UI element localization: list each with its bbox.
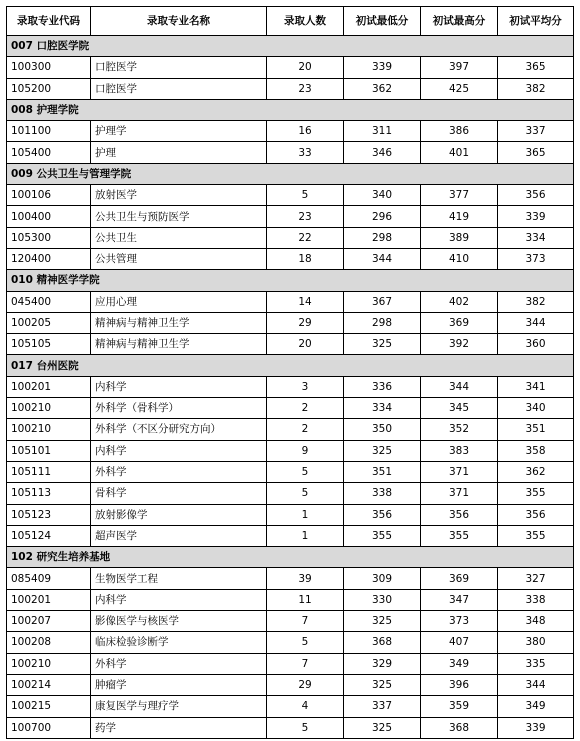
cell-count: 5: [267, 483, 344, 504]
cell-min-score: 362: [344, 78, 421, 99]
cell-min-score: 340: [344, 185, 421, 206]
cell-max-score: 349: [421, 653, 498, 674]
table-row: [7, 398, 574, 419]
cell-avg-score: 382: [498, 291, 574, 312]
table-row: [7, 291, 574, 312]
section-title: 008 护理学院: [7, 99, 574, 120]
table-row: [7, 589, 574, 610]
cell-avg-score: 327: [498, 568, 574, 589]
cell-count: 5: [267, 185, 344, 206]
cell-avg-score: 356: [498, 504, 574, 525]
cell-count: 39: [267, 568, 344, 589]
table-row: [7, 440, 574, 461]
cell-name: 外科学: [91, 653, 267, 674]
section-header-row: [7, 547, 574, 568]
cell-max-score: 386: [421, 121, 498, 142]
cell-avg-score: 344: [498, 312, 574, 333]
cell-max-score: 368: [421, 717, 498, 738]
cell-count: 1: [267, 525, 344, 546]
cell-name: 应用心理: [91, 291, 267, 312]
cell-max-score: 392: [421, 334, 498, 355]
cell-name: 超声医学: [91, 525, 267, 546]
cell-count: 33: [267, 142, 344, 163]
cell-code: 101100: [7, 121, 91, 142]
cell-avg-score: 382: [498, 78, 574, 99]
cell-avg-score: 365: [498, 142, 574, 163]
cell-code: 100207: [7, 611, 91, 632]
cell-min-score: 344: [344, 248, 421, 269]
cell-avg-score: 351: [498, 419, 574, 440]
cell-max-score: 369: [421, 312, 498, 333]
cell-code: 100215: [7, 696, 91, 717]
cell-code: 100201: [7, 589, 91, 610]
cell-min-score: 325: [344, 674, 421, 695]
table-row: [7, 611, 574, 632]
cell-min-score: 338: [344, 483, 421, 504]
cell-avg-score: 335: [498, 653, 574, 674]
header-row: [7, 7, 574, 36]
cell-name: 公共卫生与预防医学: [91, 206, 267, 227]
cell-min-score: 350: [344, 419, 421, 440]
cell-max-score: 345: [421, 398, 498, 419]
cell-code: 105105: [7, 334, 91, 355]
cell-name: 护理学: [91, 121, 267, 142]
table-row: [7, 57, 574, 78]
cell-avg-score: 339: [498, 717, 574, 738]
header-code: 录取专业代码: [7, 7, 91, 36]
cell-name: 肿瘤学: [91, 674, 267, 695]
cell-avg-score: 344: [498, 674, 574, 695]
cell-avg-score: 355: [498, 483, 574, 504]
header-name: 录取专业名称: [91, 7, 267, 36]
table-row: [7, 227, 574, 248]
cell-min-score: 298: [344, 312, 421, 333]
cell-count: 5: [267, 632, 344, 653]
cell-count: 3: [267, 376, 344, 397]
cell-name: 护理: [91, 142, 267, 163]
section-header-row: [7, 355, 574, 376]
cell-max-score: 355: [421, 525, 498, 546]
header-max-score: 初试最高分: [421, 7, 498, 36]
cell-avg-score: 348: [498, 611, 574, 632]
cell-count: 20: [267, 57, 344, 78]
cell-name: 口腔医学: [91, 57, 267, 78]
cell-avg-score: 373: [498, 248, 574, 269]
section-title: 010 精神医学学院: [7, 270, 574, 291]
cell-code: 085409: [7, 568, 91, 589]
cell-count: 7: [267, 611, 344, 632]
cell-count: 23: [267, 206, 344, 227]
section-header-row: [7, 99, 574, 120]
table-row: [7, 717, 574, 738]
cell-max-score: 371: [421, 461, 498, 482]
cell-name: 骨科学: [91, 483, 267, 504]
cell-min-score: 309: [344, 568, 421, 589]
section-title: 102 研究生培养基地: [7, 547, 574, 568]
cell-max-score: 401: [421, 142, 498, 163]
cell-max-score: 402: [421, 291, 498, 312]
cell-max-score: 356: [421, 504, 498, 525]
cell-min-score: 336: [344, 376, 421, 397]
table-row: [7, 483, 574, 504]
cell-max-score: 373: [421, 611, 498, 632]
cell-min-score: 330: [344, 589, 421, 610]
table-row: [7, 248, 574, 269]
cell-avg-score: 337: [498, 121, 574, 142]
cell-min-score: 325: [344, 717, 421, 738]
cell-code: 100208: [7, 632, 91, 653]
cell-count: 11: [267, 589, 344, 610]
cell-count: 14: [267, 291, 344, 312]
cell-min-score: 367: [344, 291, 421, 312]
cell-avg-score: 356: [498, 185, 574, 206]
cell-code: 045400: [7, 291, 91, 312]
cell-avg-score: 341: [498, 376, 574, 397]
table-row: [7, 185, 574, 206]
admission-table: [6, 6, 574, 739]
cell-min-score: 355: [344, 525, 421, 546]
cell-code: 100210: [7, 653, 91, 674]
section-title: 007 口腔医学院: [7, 36, 574, 57]
cell-avg-score: 380: [498, 632, 574, 653]
cell-name: 口腔医学: [91, 78, 267, 99]
cell-max-score: 377: [421, 185, 498, 206]
table-row: [7, 653, 574, 674]
cell-name: 放射医学: [91, 185, 267, 206]
cell-code: 105300: [7, 227, 91, 248]
cell-name: 外科学: [91, 461, 267, 482]
table-row: [7, 78, 574, 99]
cell-name: 药学: [91, 717, 267, 738]
cell-avg-score: 360: [498, 334, 574, 355]
table-row: [7, 376, 574, 397]
cell-max-score: 347: [421, 589, 498, 610]
cell-code: 105123: [7, 504, 91, 525]
cell-max-score: 344: [421, 376, 498, 397]
cell-count: 4: [267, 696, 344, 717]
cell-count: 7: [267, 653, 344, 674]
cell-min-score: 325: [344, 440, 421, 461]
cell-name: 公共管理: [91, 248, 267, 269]
cell-count: 9: [267, 440, 344, 461]
cell-name: 生物医学工程: [91, 568, 267, 589]
header-avg-score: 初试平均分: [498, 7, 574, 36]
cell-avg-score: 339: [498, 206, 574, 227]
cell-min-score: 298: [344, 227, 421, 248]
cell-name: 内科学: [91, 589, 267, 610]
cell-min-score: 339: [344, 57, 421, 78]
cell-avg-score: 358: [498, 440, 574, 461]
table-row: [7, 674, 574, 695]
cell-code: 120400: [7, 248, 91, 269]
cell-avg-score: 334: [498, 227, 574, 248]
cell-min-score: 346: [344, 142, 421, 163]
table-row: [7, 312, 574, 333]
cell-max-score: 425: [421, 78, 498, 99]
table-row: [7, 334, 574, 355]
cell-avg-score: 349: [498, 696, 574, 717]
cell-code: 100201: [7, 376, 91, 397]
table-row: [7, 525, 574, 546]
table-row: [7, 632, 574, 653]
cell-code: 100700: [7, 717, 91, 738]
cell-count: 1: [267, 504, 344, 525]
cell-min-score: 296: [344, 206, 421, 227]
table-row: [7, 206, 574, 227]
cell-count: 5: [267, 461, 344, 482]
table-row: [7, 568, 574, 589]
cell-name: 精神病与精神卫生学: [91, 334, 267, 355]
cell-name: 内科学: [91, 440, 267, 461]
cell-max-score: 389: [421, 227, 498, 248]
cell-min-score: 329: [344, 653, 421, 674]
cell-max-score: 396: [421, 674, 498, 695]
cell-code: 100300: [7, 57, 91, 78]
table-row: [7, 121, 574, 142]
cell-min-score: 351: [344, 461, 421, 482]
section-title: 017 台州医院: [7, 355, 574, 376]
cell-count: 2: [267, 419, 344, 440]
cell-code: 105113: [7, 483, 91, 504]
table-row: [7, 461, 574, 482]
cell-max-score: 419: [421, 206, 498, 227]
cell-count: 16: [267, 121, 344, 142]
section-header-row: [7, 270, 574, 291]
section-header-row: [7, 36, 574, 57]
cell-name: 精神病与精神卫生学: [91, 312, 267, 333]
cell-code: 100210: [7, 398, 91, 419]
section-header-row: [7, 163, 574, 184]
cell-avg-score: 340: [498, 398, 574, 419]
admission-table-container: [6, 6, 574, 739]
cell-max-score: 383: [421, 440, 498, 461]
cell-count: 29: [267, 674, 344, 695]
header-count: 录取人数: [267, 7, 344, 36]
cell-min-score: 334: [344, 398, 421, 419]
cell-count: 22: [267, 227, 344, 248]
cell-code: 100400: [7, 206, 91, 227]
cell-min-score: 325: [344, 334, 421, 355]
cell-max-score: 410: [421, 248, 498, 269]
cell-max-score: 371: [421, 483, 498, 504]
cell-min-score: 337: [344, 696, 421, 717]
cell-min-score: 368: [344, 632, 421, 653]
cell-code: 105111: [7, 461, 91, 482]
cell-count: 18: [267, 248, 344, 269]
cell-code: 105200: [7, 78, 91, 99]
header-min-score: 初试最低分: [344, 7, 421, 36]
cell-code: 105124: [7, 525, 91, 546]
cell-code: 100214: [7, 674, 91, 695]
cell-name: 影像医学与核医学: [91, 611, 267, 632]
table-row: [7, 419, 574, 440]
cell-count: 5: [267, 717, 344, 738]
cell-code: 100106: [7, 185, 91, 206]
cell-avg-score: 365: [498, 57, 574, 78]
table-row: [7, 696, 574, 717]
cell-min-score: 311: [344, 121, 421, 142]
cell-max-score: 369: [421, 568, 498, 589]
cell-max-score: 397: [421, 57, 498, 78]
cell-max-score: 359: [421, 696, 498, 717]
cell-name: 公共卫生: [91, 227, 267, 248]
cell-avg-score: 362: [498, 461, 574, 482]
cell-avg-score: 355: [498, 525, 574, 546]
cell-name: 放射影像学: [91, 504, 267, 525]
cell-count: 20: [267, 334, 344, 355]
cell-name: 外科学（骨科学）: [91, 398, 267, 419]
cell-count: 2: [267, 398, 344, 419]
cell-count: 29: [267, 312, 344, 333]
table-row: [7, 142, 574, 163]
cell-name: 康复医学与理疗学: [91, 696, 267, 717]
cell-min-score: 356: [344, 504, 421, 525]
cell-name: 内科学: [91, 376, 267, 397]
cell-name: 外科学（不区分研究方向）: [91, 419, 267, 440]
cell-min-score: 325: [344, 611, 421, 632]
cell-code: 100205: [7, 312, 91, 333]
cell-name: 临床检验诊断学: [91, 632, 267, 653]
section-title: 009 公共卫生与管理学院: [7, 163, 574, 184]
cell-max-score: 407: [421, 632, 498, 653]
table-row: [7, 504, 574, 525]
cell-code: 105400: [7, 142, 91, 163]
cell-code: 105101: [7, 440, 91, 461]
cell-avg-score: 338: [498, 589, 574, 610]
cell-count: 23: [267, 78, 344, 99]
table-body: [7, 36, 574, 739]
cell-max-score: 352: [421, 419, 498, 440]
cell-code: 100210: [7, 419, 91, 440]
